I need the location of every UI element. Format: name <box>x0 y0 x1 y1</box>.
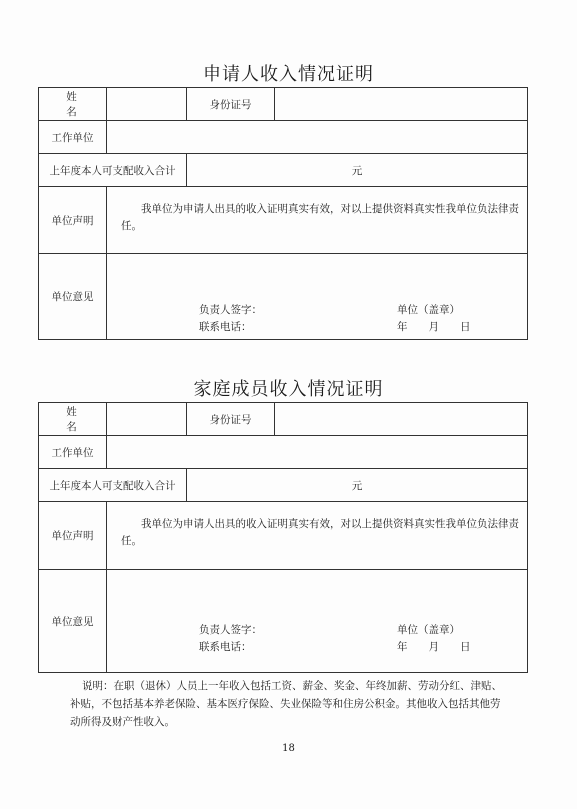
id-number-label: 身份证号 <box>187 88 275 121</box>
currency-unit: 元 <box>351 479 363 492</box>
id-number-field[interactable] <box>275 403 528 436</box>
employer-field[interactable] <box>107 121 528 154</box>
phone-label: 联系电话： <box>199 641 252 653</box>
income-label: 上年度本人可支配收入合计 <box>39 469 187 502</box>
currency-unit: 元 <box>351 164 363 177</box>
form-title-applicant: 申请人收入情况证明 <box>203 64 374 85</box>
seal-label: 单位（盖章） <box>397 304 460 316</box>
employer-field[interactable] <box>107 436 528 469</box>
signer-label: 负责人签字： <box>199 304 262 316</box>
employer-label: 工作单位 <box>39 436 107 469</box>
explanatory-note: 说明：在职（退休）人员上一年收入包括工资、薪金、奖金、年终加薪、劳动分红、津贴、补贴，不包括基本养老保险、基本医疗保险、失业保险等和住房公积金。其他收入包括其他劳动所得及财产性收入。 <box>70 680 502 728</box>
income-field[interactable] <box>187 154 528 187</box>
applicant-income-form <box>38 87 528 340</box>
name-field[interactable] <box>107 88 187 121</box>
name-label: 姓 名 <box>39 88 107 121</box>
name-field[interactable] <box>107 403 187 436</box>
declaration-text: 我单位为申请人出具的收入证明真实有效，对以上提供资料真实性我单位负法律责任。 <box>107 502 528 570</box>
opinion-label: 单位意见 <box>39 254 107 340</box>
opinion-label: 单位意见 <box>39 570 107 673</box>
opinion-field[interactable] <box>107 570 528 673</box>
id-number-field[interactable] <box>275 88 528 121</box>
declaration-label: 单位声明 <box>39 502 107 570</box>
form-title-family-member: 家庭成员收入情况证明 <box>193 379 384 400</box>
declaration-label: 单位声明 <box>39 187 107 254</box>
opinion-field[interactable] <box>107 254 528 340</box>
id-number-label: 身份证号 <box>187 403 275 436</box>
name-label: 姓 名 <box>39 403 107 436</box>
signer-label: 负责人签字： <box>199 624 262 636</box>
declaration-text: 我单位为申请人出具的收入证明真实有效，对以上提供资料真实性我单位负法律责任。 <box>107 187 528 254</box>
seal-label: 单位（盖章） <box>397 624 460 636</box>
employer-label: 工作单位 <box>39 121 107 154</box>
page-number: 18 <box>282 743 295 754</box>
date-label: 年 月 日 <box>397 321 471 333</box>
family-member-income-form <box>38 402 528 673</box>
income-field[interactable] <box>187 469 528 502</box>
phone-label: 联系电话： <box>199 321 252 333</box>
income-label: 上年度本人可支配收入合计 <box>39 154 187 187</box>
date-label: 年 月 日 <box>397 641 471 653</box>
